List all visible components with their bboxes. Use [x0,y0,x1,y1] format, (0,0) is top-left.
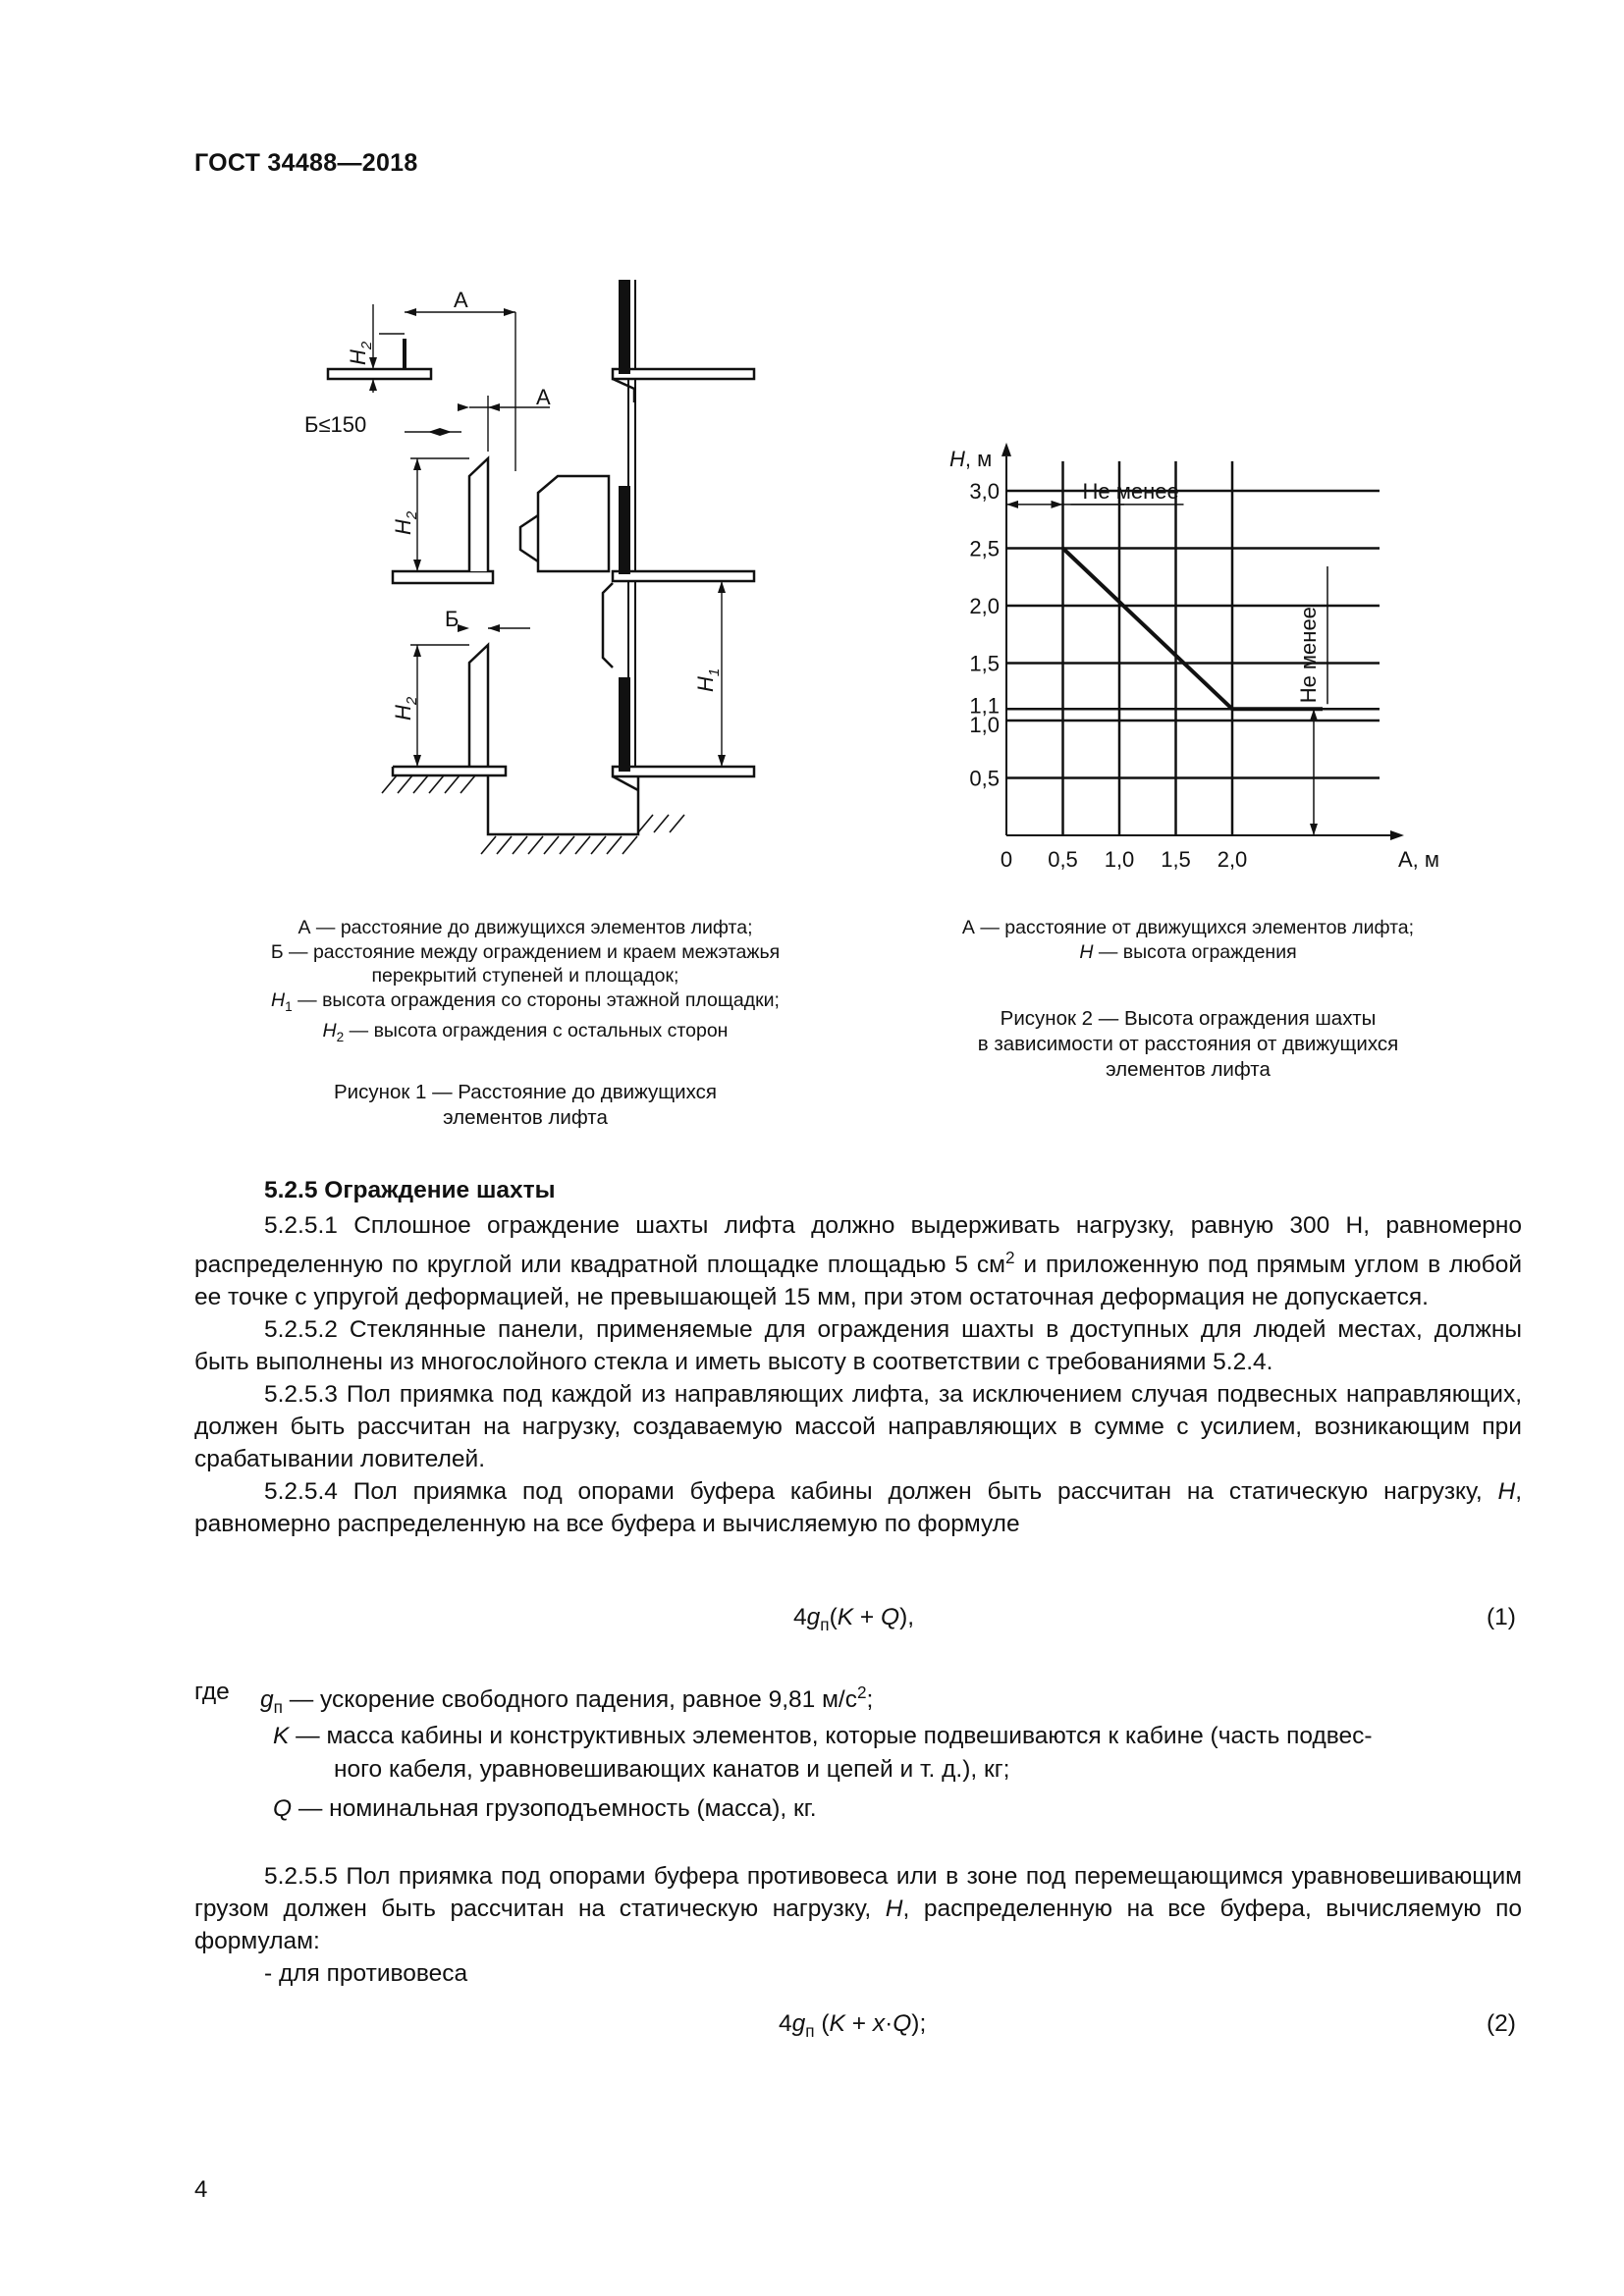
figure2-chart [933,402,1443,883]
x-tick-label: 1,0 [1104,847,1135,872]
legend-line: А — расстояние до движущихся элементов лифта; [298,917,753,938]
body-text [194,1209,1522,1540]
equation-2-number: (2) [1487,2010,1516,2037]
y-tick-label: 2,5 [969,536,1000,561]
figure1-caption: Рисунок 1 — Расстояние до движущихся элементов лифта [334,1081,717,1129]
body-text-2 [194,1860,1522,1990]
y-tick-label: 1,5 [969,651,1000,676]
dim-label-h2-bot: H [391,705,415,721]
annotation-arrow [1052,501,1063,508]
list-item: - для противовеса [264,1960,468,1987]
figure1-diagram [295,265,805,883]
equation-1-number: (1) [1487,1604,1516,1630]
where-label: где [194,1679,230,1705]
dim-label-h2-top: H [346,349,370,365]
paragraph: 5.2.5.5 Пол приямка под опорами буфера противовеса или в зоне под перемещающимся уравновешивающим грузом должен быть рассчитан на статическую нагрузку, H, распределенную на все буфера, вычисляемую по формулам: [194,1863,1523,1954]
figure1-legend [201,916,849,1049]
dim-label-h2-mid-sub: 2 [404,510,420,520]
equation-2: $4g_п$ (K + x·Q); [779,2010,927,2041]
document-code: ГОСТ 34488—2018 [194,149,418,177]
paragraph: 5.2.5.3 Пол приямка под каждой из направляющих лифта, за исключением случая подвесных направляющих, должен быть рассчитан на нагрузку, создаваемую массой направляющих в сумме с усилием, возникающим при срабатывании ловителей. [194,1381,1522,1473]
where-k: K — масса кабины и конструктивных элементов, которые подвешиваются к кабине (часть подвес- ного кабеля, уравновешивающих канатов и цепей и т. д.), кг; [273,1723,1373,1783]
section-title: 5.2.5 Ограждение шахты [264,1177,556,1203]
dim-label-h2-mid: H [391,519,415,535]
y-tick-label: 0,5 [969,766,1000,791]
dim-label-h1: H [693,676,718,692]
annotation-text-vertical: Не менее [1296,607,1321,704]
y-tick-label: 3,0 [969,479,1000,504]
dim-label-a-top: А [454,288,468,312]
y-axis-arrow [1001,443,1011,456]
x-axis-arrow [1390,830,1404,840]
annotation-arrow [1006,501,1018,508]
legend-line: $H_2$ — высота ограждения с остальных сторон [322,1019,729,1044]
paragraph: 5.2.5.1 Сплошное ограждение шахты лифта должно выдерживать нагрузку, равную 300 Н, равномерно распределенную по круглой или квадратной площадке площадью 5 $см^2$ и приложенную под прямым углом в любой ее точке с упругой деформацией, не превышающей 15 мм, при этом остаточная деформация не допускается. [194,1212,1523,1311]
svg-text:H1 [693,668,723,692]
svg-text:H2 [391,696,420,721]
dim-label-b-le: Б≤150 [304,412,367,437]
series-line [1063,549,1324,710]
figure2-legend: А — расстояние от движущихся элементов лифта; H — высота ограждения [961,917,1415,963]
x-tick-label: 1,5 [1161,847,1191,872]
y-tick-label: 2,0 [969,594,1000,618]
legend-line: Б — расстояние между ограждением и краем межэтажья [270,940,781,963]
x-axis-label: А, м [1398,847,1440,872]
dim-label-h2-bot-sub: 2 [404,696,420,706]
x-tick-label: 2,0 [1217,847,1248,872]
legend-line: перекрытий ступеней и площадок; [371,965,679,987]
dim-label-b: Б [445,607,460,631]
dim-label-a-mid: А [536,385,551,409]
annotation-arrow [1310,824,1318,835]
legend-line: $H_1$ — высота ограждения со стороны этажной площадки; [271,988,780,1014]
y-tick-label: 1,0 [969,713,1000,737]
y-axis-label: H, м [949,446,993,471]
where-g: $g_п$ — ускорение свободного падения, равное 9,81 $м/с^2$; [260,1682,874,1718]
dim-label-h2-top-sub: 2 [358,341,375,350]
x-tick-label: 0 [1000,847,1013,872]
figure2-caption: Рисунок 2 — Высота ограждения шахты в зависимости от расстояния от движущихся элементов лифта [977,1007,1399,1081]
paragraph: 5.2.5.4 Пол приямка под опорами буфера кабины должен быть рассчитан на статическую нагрузку, H, равномерно распределенную на все буфера и вычисляемую по формуле [194,1478,1522,1538]
paragraph: 5.2.5.2 Стеклянные панели, применяемые для ограждения шахты в доступных для людей местах, должны быть выполнены из многослойного стекла и иметь высоту в соответствии с требованиями 5.2.4. [194,1316,1522,1376]
svg-text:H2 [391,510,420,535]
y-tick-label: 1,1 [969,693,1000,719]
annotation-text-horizontal: Не менее [1082,478,1179,504]
x-tick-label: 0,5 [1048,847,1078,872]
page-number: 4 [194,2176,208,2203]
equation-1: $4g_п(K + Q)$, [793,1604,915,1634]
where-q: Q — номинальная грузоподъемность (масса), кг. [273,1795,817,1822]
dim-label-h1-sub: 1 [706,667,723,677]
